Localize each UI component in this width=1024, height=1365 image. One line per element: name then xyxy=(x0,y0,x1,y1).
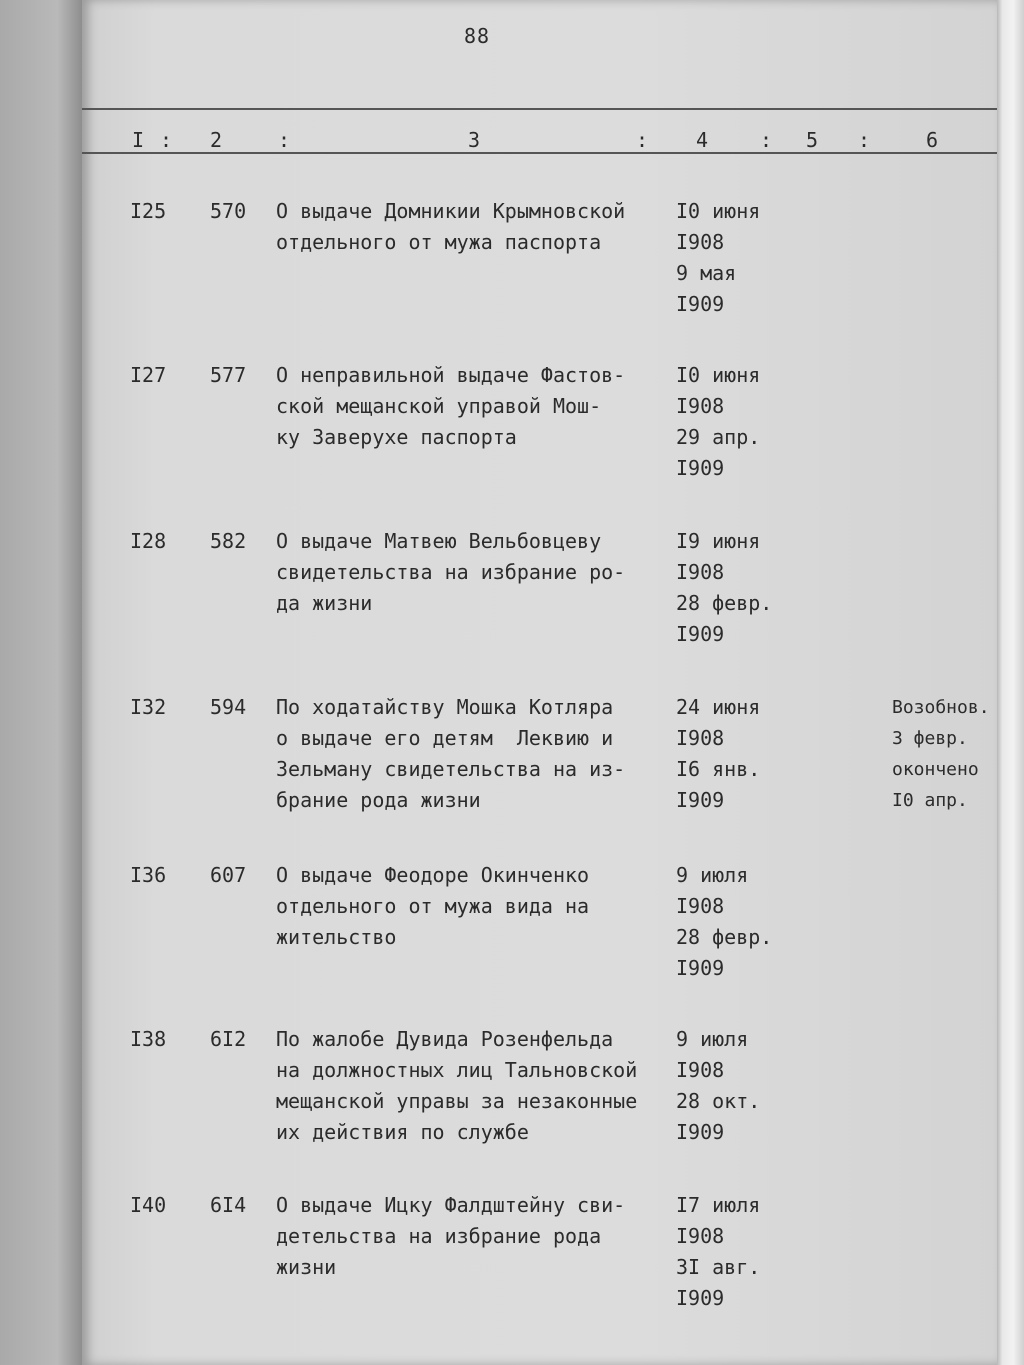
header-col-2: 2 xyxy=(210,128,223,152)
case-title-line: жительство xyxy=(276,925,397,949)
date-line: I908 xyxy=(676,894,725,918)
page-right-edge xyxy=(997,0,1024,1365)
case-title-line: О выдаче Феодоре Окинченко xyxy=(276,863,590,887)
header-separator: : xyxy=(160,128,173,152)
case-title-line: жизни xyxy=(276,1255,337,1279)
case-title-line: По ходатайству Мошка Котляра xyxy=(276,695,614,719)
case-dates xyxy=(676,860,772,984)
entry-number: I25 xyxy=(130,199,167,223)
case-dates xyxy=(676,526,772,650)
file-number: 582 xyxy=(210,529,247,553)
page-number: 88 xyxy=(464,24,491,48)
date-line: I908 xyxy=(676,394,725,418)
header-col-3: 3 xyxy=(468,128,481,152)
date-line: I909 xyxy=(676,456,725,480)
note-line: окончено xyxy=(892,759,979,780)
note-line: I0 апр. xyxy=(892,790,968,811)
case-dates xyxy=(676,1024,760,1148)
file-number: 6I4 xyxy=(210,1193,247,1217)
case-title-line: ской мещанской управой Мош- xyxy=(276,394,602,418)
case-title-line: отдельного от мужа паспорта xyxy=(276,230,602,254)
case-notes xyxy=(892,692,990,816)
entry-number: I36 xyxy=(130,863,167,887)
case-title xyxy=(276,360,625,453)
date-line: 28 февр. xyxy=(676,925,773,949)
header-bottom-rule xyxy=(82,152,997,154)
case-title-line: мещанской управы за незаконные xyxy=(276,1089,638,1113)
case-title-line: свидетельства на избрание ро- xyxy=(276,560,626,584)
date-line: I9 июня xyxy=(676,529,761,553)
date-line: I908 xyxy=(676,230,725,254)
file-number: 570 xyxy=(210,199,247,223)
entry-number: I40 xyxy=(130,1193,167,1217)
header-separator: : xyxy=(278,128,291,152)
case-title-line: О выдаче Домникии Крымновской xyxy=(276,199,626,223)
header-col-5: 5 xyxy=(806,128,819,152)
case-title-line: ку Заверухе паспорта xyxy=(276,425,517,449)
date-line: I909 xyxy=(676,956,725,980)
case-title-line: да жизни xyxy=(276,591,373,615)
date-line: I908 xyxy=(676,726,725,750)
date-line: I908 xyxy=(676,1224,725,1248)
case-dates xyxy=(676,360,760,484)
date-line: 9 июля xyxy=(676,1027,749,1051)
case-dates xyxy=(676,692,760,816)
file-number: 607 xyxy=(210,863,247,887)
date-line: I6 янв. xyxy=(676,757,761,781)
date-line: I909 xyxy=(676,788,725,812)
facing-page-edge xyxy=(0,0,82,1365)
date-line: I909 xyxy=(676,1286,725,1310)
date-line: I909 xyxy=(676,292,725,316)
note-line: 3 февр. xyxy=(892,728,968,749)
date-line: I7 июля xyxy=(676,1193,761,1217)
entry-number: I28 xyxy=(130,529,167,553)
case-title-line: детельства на избрание рода xyxy=(276,1224,602,1248)
case-title xyxy=(276,526,625,619)
date-line: I0 июня xyxy=(676,363,761,387)
date-line: 9 мая xyxy=(676,261,737,285)
date-line: 9 июля xyxy=(676,863,749,887)
case-dates xyxy=(676,196,760,320)
header-separator: : xyxy=(636,128,649,152)
file-number: 577 xyxy=(210,363,247,387)
date-line: I908 xyxy=(676,560,725,584)
file-number: 594 xyxy=(210,695,247,719)
case-dates xyxy=(676,1190,760,1314)
case-title-line: о выдаче его детям Леквию и xyxy=(276,726,614,750)
entry-number: I27 xyxy=(130,363,167,387)
case-title-line: О выдаче Ицку Фалдштейну сви- xyxy=(276,1193,626,1217)
entry-number: I38 xyxy=(130,1027,167,1051)
case-title xyxy=(276,692,625,816)
date-line: 3I авг. xyxy=(676,1255,761,1279)
case-title xyxy=(276,196,625,258)
case-title-line: О неправильной выдаче Фастов- xyxy=(276,363,626,387)
case-title-line: на должностных лиц Тальновской xyxy=(276,1058,638,1082)
header-top-rule xyxy=(82,108,997,110)
header-col-6: 6 xyxy=(926,128,939,152)
date-line: 28 февр. xyxy=(676,591,773,615)
date-line: I909 xyxy=(676,1120,725,1144)
case-title-line: их действия по службе xyxy=(276,1120,529,1144)
header-col-1: I xyxy=(132,128,145,152)
case-title xyxy=(276,860,589,953)
date-line: 24 июня xyxy=(676,695,761,719)
case-title-line: брание рода жизни xyxy=(276,788,481,812)
header-separator: : xyxy=(858,128,871,152)
header-separator: : xyxy=(760,128,773,152)
date-line: I0 июня xyxy=(676,199,761,223)
case-title xyxy=(276,1024,637,1148)
date-line: I908 xyxy=(676,1058,725,1082)
file-number: 6I2 xyxy=(210,1027,247,1051)
note-line: Возобнов. xyxy=(892,697,990,718)
date-line: I909 xyxy=(676,622,725,646)
date-line: 29 апр. xyxy=(676,425,761,449)
date-line: 28 окт. xyxy=(676,1089,761,1113)
entry-number: I32 xyxy=(130,695,167,719)
case-title-line: отдельного от мужа вида на xyxy=(276,894,590,918)
case-title-line: О выдаче Матвею Вельбовцеву xyxy=(276,529,602,553)
case-title xyxy=(276,1190,625,1283)
header-col-4: 4 xyxy=(696,128,709,152)
case-title-line: Зельману свидетельства на из- xyxy=(276,757,626,781)
case-title-line: По жалобе Дувида Розенфельда xyxy=(276,1027,614,1051)
